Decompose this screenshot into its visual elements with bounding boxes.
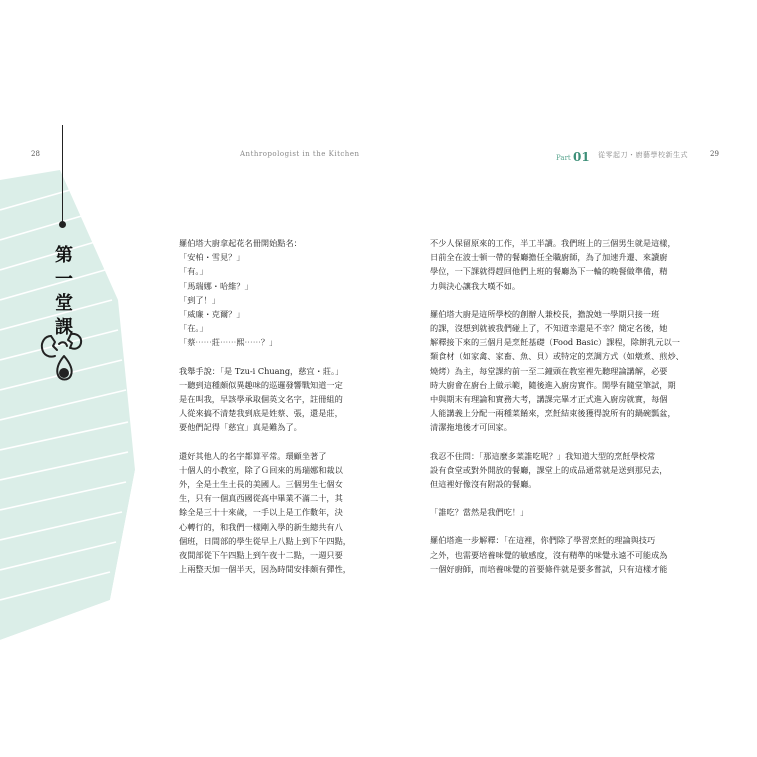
text-line: 學位，一下課就得趕回他們上班的餐廳為下一輪的晚餐做準備，精 <box>430 266 668 277</box>
paragraph <box>430 533 668 576</box>
right-running-header: 從零起刀・廚藝學校新生式 <box>598 151 688 159</box>
text-line: 一個好廚師，而培養味覺的首要條件就是要多嘗試，只有這樣才能 <box>430 563 668 574</box>
right-body-text <box>430 236 684 590</box>
chapter-title-char: 課 <box>55 317 73 338</box>
text-line: 十個人的小教室，除了Ｇ回來的馬瑞娜和裁以 <box>179 464 343 475</box>
text-line: 夜間部從下午四點上到午夜十二點，一週只要 <box>179 550 343 561</box>
paragraph <box>179 364 394 435</box>
text-line: 「蔡⋯⋯莊⋯⋯熙⋯⋯？」 <box>179 337 278 348</box>
paragraph <box>179 236 394 350</box>
text-line: 設有食堂或對外開放的餐廳，課堂上的成品通常就是送到那兒去， <box>430 464 668 475</box>
text-line: 羅伯塔大廚是這所學校的創辦人兼校長，擔說她一學期只接一班 <box>430 308 660 319</box>
left-page-number: 28 <box>31 150 40 158</box>
text-line: 的課，沒想到就被我們碰上了，不知道幸還是不幸？簡定名後，她 <box>430 323 668 334</box>
section-label <box>556 150 590 164</box>
chapter-rule <box>62 125 63 223</box>
chapter-title-char: 堂 <box>55 293 73 314</box>
left-body-text <box>179 236 394 590</box>
paragraph <box>430 449 668 492</box>
text-line: 時大廚會在廚台上做示範，隨後進入廚房實作。開學有隨堂筆試，期 <box>430 379 676 390</box>
text-line: 我舉手說：「是 Tzu-i Chuang，慈宜・莊。」 <box>179 365 344 376</box>
text-line: 日前全在波士頓一帶的餐廳擔任全職廚師，為了加速升遷、來讀廚 <box>430 252 668 263</box>
text-line: 「安柏・雪見？」 <box>179 252 245 263</box>
text-line: 心轉行的，和我們一樣剛入學的新生總共有八 <box>179 521 343 532</box>
paragraph <box>430 307 684 435</box>
text-line: 之外，也需要培養味覺的敏感度，沒有精準的味覺永遠不可能成為 <box>430 549 668 560</box>
text-line: 燒烤）為主，每堂課約前一至二鐘頭在教室裡先聽理論講解，必要 <box>430 365 668 376</box>
text-line: 「在。」 <box>179 323 208 334</box>
notebook-paper-decoration <box>0 170 135 640</box>
text-line: 生，只有一個真西國從高中畢業不滿二十，其 <box>179 493 343 504</box>
text-line: 「有。」 <box>179 266 208 277</box>
text-line: 人從來搞不清楚我到底是姓蔡、張，還是莊， <box>179 408 343 419</box>
chapter-title-char: 第 <box>55 245 73 266</box>
text-line: 上兩整天加一個半天，因為時間安排頗有彈性， <box>179 564 351 575</box>
chapter-title <box>52 244 76 340</box>
text-line: 力與決心讓我大嘆不如。 <box>430 280 521 291</box>
section-label-word: Part <box>556 154 571 162</box>
text-line: 「到了！」 <box>179 294 220 305</box>
text-line: 個班，日間部的學生從早上八點上到下午四點， <box>179 535 351 546</box>
paragraph <box>179 449 394 577</box>
text-line: 羅伯塔大廚拿起花名冊開始點名： <box>179 238 302 248</box>
text-line: 清潔拖地後才可回家。 <box>430 422 512 433</box>
right-page-number: 29 <box>710 150 719 158</box>
text-line: 一聽到這種頗似異趣味的巡邏發響戰知道一定 <box>179 379 343 390</box>
text-line: 「誰吃？當然是我們吃！」 <box>430 507 529 518</box>
chapter-rule-dot <box>59 221 66 228</box>
text-line: 類食材（如家禽、家畜、魚、貝）或特定的烹調方式（如燉煮、煎炒、 <box>430 351 684 362</box>
text-line: 「威廉・克爾？」 <box>179 309 245 320</box>
chapter-title-char: 一 <box>55 269 73 290</box>
text-line: 外，全是土生土長的美國人。三個男生七個女 <box>179 479 343 490</box>
text-line: 不少人保留原來的工作，半工半讀。我們班上的三個男生就是這樣， <box>430 238 676 248</box>
text-line: 是在叫我，早該學承取個英文名字，註冊組的 <box>179 394 343 405</box>
text-line: 我忍不住問：「那這麼多菜誰吃呢？」我知道大型的烹飪學校常 <box>430 450 656 461</box>
text-line: 人能講義上分配一兩種菜餚來，烹飪結束後獲得說所有的鍋碗瓢盆， <box>430 408 676 419</box>
text-line: 但這裡好像沒有附設的餐廳。 <box>430 479 537 490</box>
section-number: 01 <box>572 150 590 164</box>
left-running-header: Anthropologist in the Kitchen <box>240 150 360 158</box>
text-line: 羅伯塔進一步解釋：「在這裡，你們除了學習烹飪的理論與技巧 <box>430 535 656 546</box>
text-line: 解釋接下來的三個月是烹飪基礎（Food Basic）課程，除餅乳元以一 <box>430 337 680 348</box>
text-line: 中與期末有理論和實務大考，講課完畢才正式進入廚房就實，每個 <box>430 394 668 405</box>
text-line: 餘全是三十十來歲，一手以上是工作數年，決 <box>179 507 343 518</box>
paragraph <box>430 505 665 519</box>
paragraph <box>430 236 676 293</box>
text-line: 還好其他人的名字都算平常。環顧坐著了 <box>179 450 327 461</box>
egg-and-drop-illustration <box>37 330 89 386</box>
text-line: 「馬瑞娜・哈維？」 <box>179 280 253 291</box>
text-line: 要他們記得「慈宜」真是難為了。 <box>179 422 302 433</box>
